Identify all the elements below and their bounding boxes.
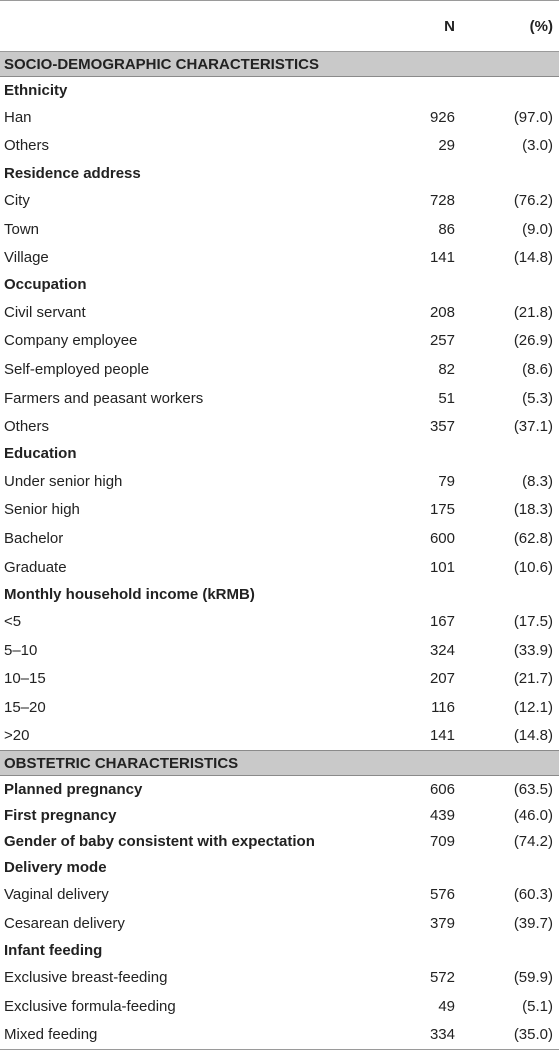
row-label: >20 [4, 727, 30, 745]
row-label: First pregnancy [4, 806, 117, 824]
row-label: 5–10 [4, 641, 38, 659]
row-count: 728 [429, 191, 455, 209]
row-label: Vaginal delivery [4, 886, 109, 904]
row-label: Graduate [4, 558, 67, 576]
row-count: 49 [438, 997, 455, 1015]
row-label: Civil servant [4, 303, 86, 321]
row-count: 167 [429, 613, 455, 631]
row-count: 51 [438, 389, 455, 407]
table-row [0, 1021, 559, 1050]
row-label: <5 [4, 613, 22, 631]
row-label: Senior high [4, 501, 80, 519]
section-header-row [0, 751, 559, 776]
row-percent: (59.9) [513, 969, 553, 987]
row-label: Farmers and peasant workers [4, 389, 204, 407]
table-row [0, 327, 559, 356]
row-label: Self-employed people [4, 360, 150, 378]
row-label: Han [4, 108, 32, 126]
table-row [0, 215, 559, 244]
row-percent: (5.1) [522, 997, 553, 1015]
row-count: 257 [429, 332, 455, 350]
table-row [0, 103, 559, 132]
row-count: 29 [438, 137, 455, 155]
row-percent: (63.5) [513, 780, 553, 798]
row-percent: (76.2) [513, 191, 553, 209]
table-row [0, 693, 559, 722]
table-row [0, 524, 559, 553]
row-label: Others [4, 137, 50, 155]
row-label: Company employee [4, 332, 138, 350]
group-label: Occupation [4, 276, 87, 294]
header-label [0, 1, 385, 52]
group-label: Education [4, 445, 77, 463]
table-body [0, 52, 559, 1050]
row-label: Bachelor [4, 529, 64, 547]
table-row [0, 412, 559, 441]
row-count: 116 [431, 698, 455, 716]
table-row [0, 132, 559, 161]
row-count: 79 [438, 472, 455, 490]
group-heading-row [0, 581, 559, 607]
table-header-row [0, 1, 559, 52]
header-n: N [385, 1, 473, 52]
row-percent: (97.0) [513, 108, 553, 126]
table-row [0, 665, 559, 694]
row-percent: (5.3) [522, 389, 553, 407]
table-row [0, 298, 559, 327]
row-percent: (14.8) [513, 249, 553, 267]
row-percent: (8.3) [522, 472, 553, 490]
group-heading-row [0, 937, 559, 963]
row-label: Cesarean delivery [4, 914, 125, 932]
row-percent: (37.1) [513, 418, 553, 436]
group-label: Residence address [4, 164, 141, 182]
row-percent: (35.0) [473, 1021, 559, 1050]
section-title: SOCIO-DEMOGRAPHIC CHARACTERISTICS [0, 52, 559, 77]
row-count: 600 [429, 529, 455, 547]
row-percent: (60.3) [513, 886, 553, 904]
table-row [0, 776, 559, 803]
row-count: 439 [429, 806, 455, 824]
table-row [0, 909, 559, 938]
row-count: 324 [429, 641, 455, 659]
row-percent: (18.3) [513, 501, 553, 519]
group-heading-row [0, 272, 559, 298]
row-label: Exclusive formula-feeding [4, 997, 176, 1015]
row-percent: (10.6) [513, 558, 553, 576]
row-label: Planned pregnancy [4, 780, 143, 798]
row-count: 709 [429, 832, 455, 850]
header-pct: (%) [473, 1, 559, 52]
group-heading-row [0, 441, 559, 467]
table-row [0, 828, 559, 854]
table-row [0, 243, 559, 272]
row-count: 101 [429, 558, 455, 576]
row-count: 141 [429, 727, 455, 745]
table-row [0, 355, 559, 384]
group-label: Ethnicity [4, 81, 68, 99]
group-heading-row [0, 854, 559, 880]
group-heading-row [0, 160, 559, 186]
row-label: 10–15 [4, 670, 46, 688]
group-label: Delivery mode [4, 858, 107, 876]
row-count: 86 [438, 220, 455, 238]
group-label: Monthly household income (kRMB) [4, 585, 255, 603]
row-count: 334 [385, 1021, 473, 1050]
table-row [0, 186, 559, 215]
row-percent: (74.2) [513, 832, 553, 850]
group-label: Infant feeding [4, 941, 103, 959]
row-percent: (12.1) [513, 698, 553, 716]
group-heading-row [0, 77, 559, 104]
table-row [0, 607, 559, 636]
row-label: Exclusive breast-feeding [4, 969, 168, 987]
row-label: Under senior high [4, 472, 123, 490]
row-count: 82 [438, 360, 455, 378]
row-label: Gender of baby consistent with expectation [4, 832, 315, 850]
row-percent: (21.8) [513, 303, 553, 321]
row-label: 15–20 [4, 698, 46, 716]
row-label: Others [4, 418, 50, 436]
row-count: 606 [429, 780, 455, 798]
section-header-row [0, 52, 559, 77]
row-percent: (39.7) [513, 914, 553, 932]
row-count: 141 [429, 249, 455, 267]
table-row [0, 496, 559, 525]
row-count: 572 [429, 969, 455, 987]
row-percent: (8.6) [522, 360, 553, 378]
table-row [0, 722, 559, 751]
row-count: 175 [429, 501, 455, 519]
row-count: 379 [429, 914, 455, 932]
row-label: City [4, 191, 30, 209]
row-percent: (46.0) [513, 806, 553, 824]
table-row [0, 384, 559, 413]
row-percent: (9.0) [522, 220, 553, 238]
row-label: Village [4, 249, 49, 267]
table-row [0, 553, 559, 582]
row-percent: (26.9) [513, 332, 553, 350]
row-label: Mixed feeding [0, 1021, 385, 1050]
row-percent: (33.9) [513, 641, 553, 659]
row-percent: (3.0) [522, 137, 553, 155]
row-count: 926 [429, 108, 455, 126]
table-row [0, 636, 559, 665]
table-row [0, 802, 559, 828]
row-count: 576 [429, 886, 455, 904]
row-count: 208 [429, 303, 455, 321]
table-row [0, 992, 559, 1021]
row-label: Town [4, 220, 40, 238]
row-percent: (62.8) [513, 529, 553, 547]
row-count: 357 [429, 418, 455, 436]
section-title: OBSTETRIC CHARACTERISTICS [0, 751, 559, 776]
table-row [0, 467, 559, 496]
table-row [0, 963, 559, 992]
row-count: 207 [429, 670, 455, 688]
row-percent: (21.7) [513, 670, 553, 688]
row-percent: (17.5) [513, 613, 553, 631]
table-row [0, 880, 559, 909]
row-percent: (14.8) [513, 727, 553, 745]
